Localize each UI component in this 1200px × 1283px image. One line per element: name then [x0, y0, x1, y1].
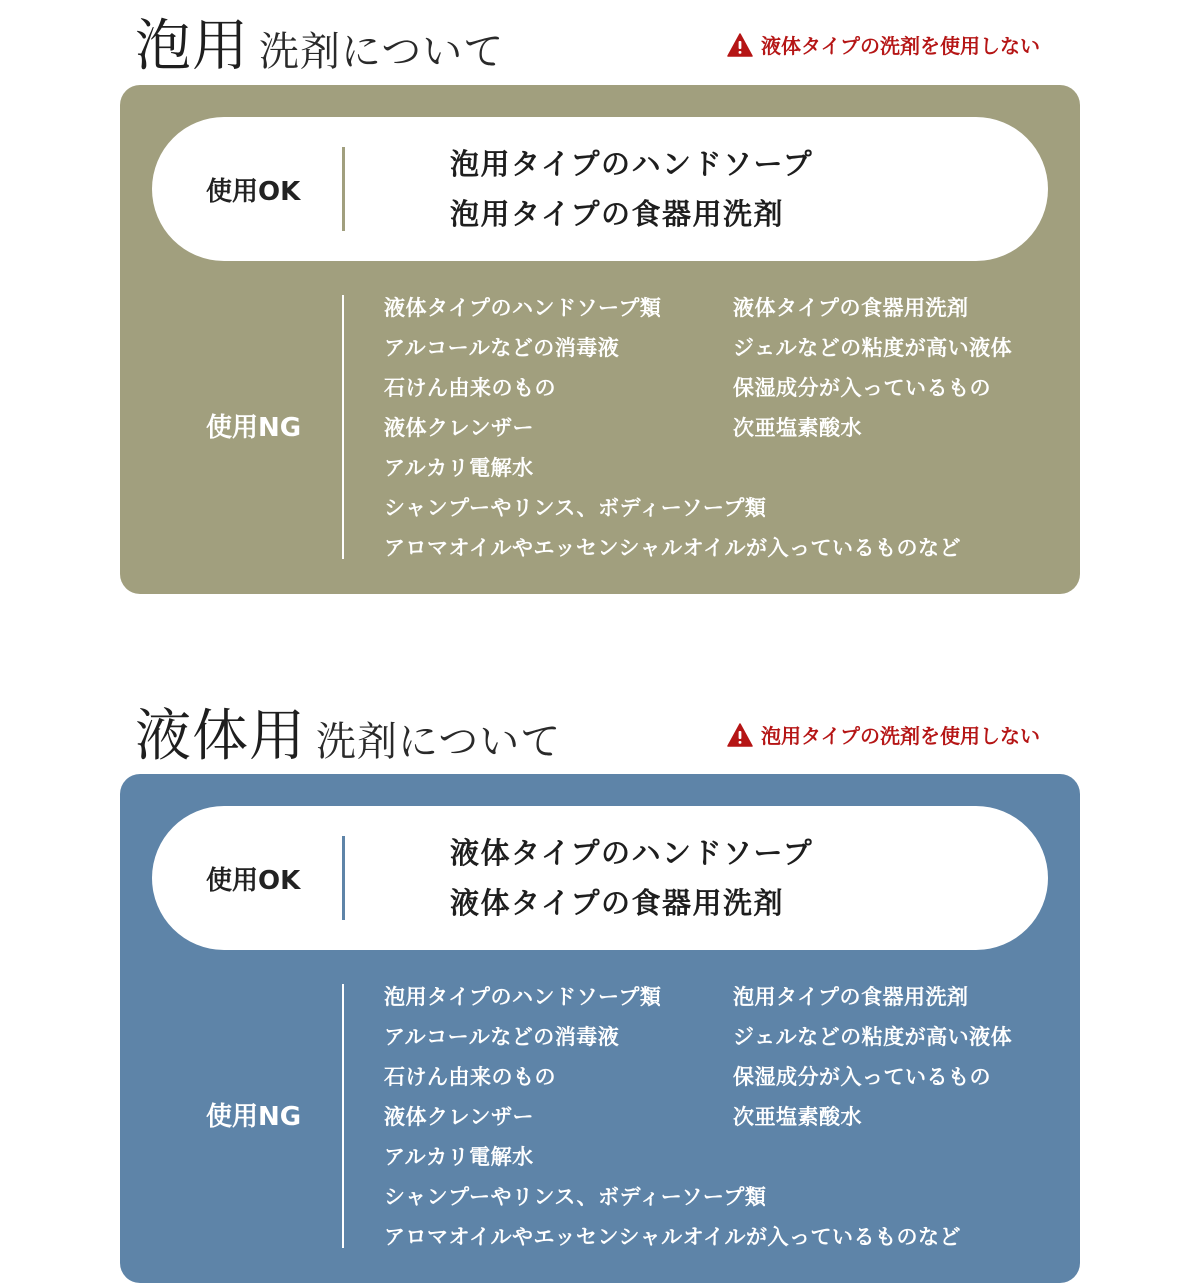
liquid-ng-divider — [342, 984, 344, 1248]
foam-ok-label: 使用OK — [206, 176, 301, 207]
foam-ng-item: シャンプーやリンス、ボディーソープ類 — [384, 496, 767, 520]
liquid-ok-divider — [342, 836, 345, 920]
liquid-ok-item: 液体タイプのハンドソープ — [450, 836, 814, 870]
liquid-ok-item: 液体タイプの食器用洗剤 — [450, 886, 785, 920]
liquid-ng-item: 泡用タイプのハンドソープ類 — [384, 985, 662, 1009]
liquid-title-main: 液体用 — [135, 704, 306, 769]
foam-ng-item: アルカリ電解水 — [384, 456, 534, 480]
foam-ng-item: 次亜塩素酸水 — [733, 416, 862, 440]
liquid-ng-item: 保湿成分が入っているもの — [733, 1065, 991, 1089]
liquid-warning-note — [727, 720, 1040, 749]
foam-ok-item: 泡用タイプのハンドソープ — [450, 147, 814, 181]
liquid-ng-label: 使用NG — [206, 1102, 302, 1132]
liquid-ng-item: 泡用タイプの食器用洗剤 — [733, 985, 969, 1009]
foam-ok-divider — [342, 147, 345, 231]
liquid-ok-list — [450, 828, 813, 928]
liquid-ng-item: 液体クレンザー — [384, 1105, 534, 1129]
foam-ok-box — [152, 117, 1048, 261]
liquid-ok-box — [152, 806, 1048, 950]
foam-ng-item: アルコールなどの消毒液 — [384, 336, 620, 360]
foam-ok-list — [450, 139, 813, 239]
warning-triangle-icon — [727, 723, 753, 747]
liquid-ok-label: 使用OK — [206, 865, 301, 896]
foam-section-heading — [135, 2, 505, 79]
foam-ng-item: 液体タイプのハンドソープ類 — [384, 296, 662, 320]
liquid-ng-list — [384, 977, 1064, 1257]
liquid-ng-item: シャンプーやリンス、ボディーソープ類 — [384, 1185, 767, 1209]
foam-ng-item: 液体タイプの食器用洗剤 — [733, 296, 969, 320]
liquid-usage-panel — [120, 774, 1080, 1283]
foam-ok-item: 泡用タイプの食器用洗剤 — [450, 197, 785, 231]
foam-warning-text: 液体タイプの洗剤を使用しない — [761, 34, 1040, 58]
liquid-title-sub: 洗剤について — [316, 719, 562, 765]
liquid-ng-item: ジェルなどの粘度が高い液体 — [733, 1025, 1013, 1049]
foam-title-main: 泡用 — [135, 14, 249, 79]
foam-ng-list — [384, 288, 1064, 568]
liquid-ng-item: アルカリ電解水 — [384, 1145, 534, 1169]
foam-ng-item: 石けん由来のもの — [384, 376, 556, 400]
liquid-ng-item: アロマオイルやエッセンシャルオイルが入っているものなど — [384, 1225, 962, 1249]
foam-detergent-section — [0, 0, 1200, 600]
foam-title-sub: 洗剤について — [259, 29, 505, 75]
liquid-warning-text: 泡用タイプの洗剤を使用しない — [761, 724, 1040, 748]
foam-ng-label: 使用NG — [206, 413, 302, 443]
foam-ng-divider — [342, 295, 344, 559]
liquid-ng-item: アルコールなどの消毒液 — [384, 1025, 620, 1049]
foam-usage-panel — [120, 85, 1080, 594]
foam-ng-item: ジェルなどの粘度が高い液体 — [733, 336, 1013, 360]
foam-ng-item: 保湿成分が入っているもの — [733, 376, 991, 400]
liquid-detergent-section — [0, 690, 1200, 1283]
liquid-ng-item: 石けん由来のもの — [384, 1065, 556, 1089]
foam-warning-note — [727, 30, 1040, 59]
liquid-section-heading — [135, 692, 562, 769]
warning-triangle-icon — [727, 33, 753, 57]
foam-ng-item: 液体クレンザー — [384, 416, 534, 440]
liquid-ng-item: 次亜塩素酸水 — [733, 1105, 862, 1129]
foam-ng-item: アロマオイルやエッセンシャルオイルが入っているものなど — [384, 536, 962, 560]
